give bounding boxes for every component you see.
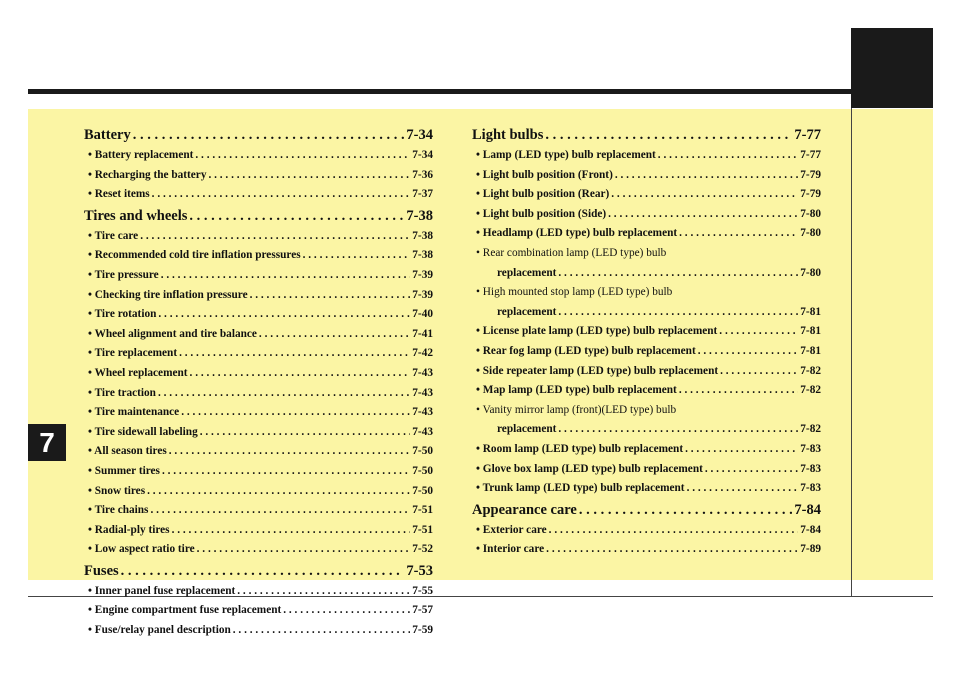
toc-page-number: 7-83 <box>800 462 821 475</box>
toc-item[interactable] <box>84 403 433 423</box>
toc-entry-heading[interactable]: • Rear combination lamp (LED type) bulb <box>476 246 667 259</box>
toc-entry-label: • Tire pressure <box>88 268 159 281</box>
toc-item[interactable] <box>84 344 433 364</box>
dot-leader <box>259 325 410 345</box>
toc-entry-label: Light bulbs <box>472 127 544 143</box>
dot-leader <box>615 166 798 186</box>
toc-item[interactable] <box>84 621 433 641</box>
dot-leader <box>558 420 798 440</box>
toc-page-number: 7-59 <box>412 624 433 637</box>
toc-section[interactable] <box>472 124 821 146</box>
toc-item[interactable] <box>84 462 433 482</box>
dot-leader <box>152 185 411 205</box>
toc-item[interactable] <box>472 205 821 225</box>
dot-leader <box>133 124 405 146</box>
toc-entry-label: • Fuse/relay panel description <box>88 624 231 637</box>
toc-entry-label: • Trunk lamp (LED type) bulb replacement <box>476 482 685 495</box>
dot-leader <box>161 266 411 286</box>
toc-page-number: 7-43 <box>412 366 433 379</box>
toc-page-number: 7-84 <box>800 523 821 536</box>
dot-leader <box>169 442 411 462</box>
toc-item[interactable] <box>84 364 433 384</box>
toc-page-number: 7-42 <box>412 347 433 360</box>
toc-page-number: 7-81 <box>800 344 821 357</box>
toc-left-column <box>84 124 433 641</box>
toc-item[interactable] <box>84 286 433 306</box>
toc-page-number: 7-39 <box>412 268 433 281</box>
toc-item[interactable] <box>84 246 433 266</box>
toc-item[interactable] <box>84 305 433 325</box>
dot-leader <box>158 384 410 404</box>
dot-leader <box>720 362 798 382</box>
dot-leader <box>679 224 798 244</box>
toc-page-number: 7-50 <box>412 464 433 477</box>
dot-leader <box>233 621 411 641</box>
dot-leader <box>150 501 410 521</box>
toc-page-number: 7-57 <box>412 604 433 617</box>
toc-page-number: 7-36 <box>412 168 433 181</box>
toc-page-number: 7-50 <box>412 484 433 497</box>
toc-item[interactable] <box>84 227 433 247</box>
dot-leader <box>549 521 799 541</box>
toc-page-number: 7-41 <box>412 327 433 340</box>
dot-leader <box>179 344 410 364</box>
toc-page-number: 7-51 <box>412 504 433 517</box>
dot-leader <box>687 479 799 499</box>
toc-item[interactable] <box>472 521 821 541</box>
toc-item[interactable] <box>472 166 821 186</box>
dot-leader <box>162 462 410 482</box>
toc-page-number: 7-39 <box>412 288 433 301</box>
toc-item[interactable] <box>84 521 433 541</box>
toc-entry-label: Fuses <box>84 562 119 579</box>
toc-entry-label: • Inner panel fuse replacement <box>88 584 236 597</box>
toc-item[interactable] <box>472 146 821 166</box>
toc-entry-label: • Tire traction <box>88 386 156 399</box>
dot-leader <box>147 482 410 502</box>
toc-page-number: 7-50 <box>412 445 433 458</box>
toc-page-number: 7-77 <box>794 127 821 143</box>
toc-entry-label: • Engine compartment fuse replacement <box>88 604 282 617</box>
toc-item[interactable] <box>472 264 821 284</box>
toc-entry-label: • Light bulb position (Rear) <box>476 188 610 201</box>
toc-page-number: 7-82 <box>800 384 821 397</box>
dot-leader <box>200 423 411 443</box>
dot-leader <box>195 146 410 166</box>
toc-entry-label: Appearance care <box>472 501 577 518</box>
toc-page-number: 7-80 <box>800 227 821 240</box>
top-rule <box>28 89 851 94</box>
toc-entry-label: • Tire rotation <box>88 308 157 321</box>
toc-entry-label: • Tire chains <box>88 504 149 517</box>
toc-section[interactable] <box>84 124 433 146</box>
toc-item[interactable] <box>84 501 433 521</box>
toc-item[interactable] <box>472 540 821 560</box>
dot-leader <box>237 582 410 602</box>
toc-page-number: 7-82 <box>800 364 821 377</box>
dot-leader <box>705 460 798 480</box>
dot-leader <box>197 540 411 560</box>
dot-leader <box>181 403 410 423</box>
toc-entry-heading[interactable]: • High mounted stop lamp (LED type) bulb <box>476 286 673 299</box>
toc-entry-label: • Room lamp (LED type) bulb replacement <box>476 442 684 455</box>
toc-entry-label: • Lamp (LED type) bulb replacement <box>476 149 656 161</box>
toc-section[interactable] <box>84 205 433 227</box>
toc-entry-label: • Wheel alignment and tire balance <box>88 327 257 340</box>
toc-item[interactable] <box>84 442 433 462</box>
toc-entry-label: replacement <box>497 305 557 318</box>
toc-entry-label: • License plate lamp (LED type) bulb replacement <box>476 325 718 338</box>
toc-page-number: 7-84 <box>794 501 821 518</box>
toc-entry-label: • Wheel replacement <box>88 366 188 379</box>
toc-item[interactable] <box>472 185 821 205</box>
dot-leader <box>172 521 411 541</box>
toc-item[interactable] <box>472 420 821 440</box>
toc-page-number: 7-83 <box>800 482 821 495</box>
dot-leader <box>283 601 410 621</box>
toc-entry-heading[interactable]: • Vanity mirror lamp (front)(LED type) bulb <box>476 403 677 416</box>
toc-item[interactable] <box>84 146 433 166</box>
toc-item[interactable] <box>472 303 821 323</box>
toc-entry-label: • Glove box lamp (LED type) bulb replacement <box>476 462 703 475</box>
toc-item[interactable] <box>84 482 433 502</box>
toc-page-number: 7-53 <box>406 562 433 579</box>
toc-page-number: 7-83 <box>800 442 821 455</box>
toc-entry-label: • Exterior care <box>476 523 547 536</box>
toc-entry-label: • Tire care <box>88 229 139 242</box>
toc-entry-label: • Snow tires <box>88 484 146 497</box>
toc-entry-label: • Checking tire inflation pressure <box>88 288 248 301</box>
toc-page-number: 7-79 <box>800 188 821 201</box>
dot-leader <box>158 305 410 325</box>
dot-leader <box>579 499 793 521</box>
toc-entry-label: • Radial-ply tires <box>88 523 170 536</box>
dot-leader <box>250 286 411 306</box>
dot-leader <box>719 322 798 342</box>
toc-page-number: 7-55 <box>412 584 433 597</box>
toc-entry-label: • Light bulb position (Front) <box>476 168 613 181</box>
toc-page-number: 7-52 <box>412 543 433 556</box>
toc-item[interactable] <box>472 224 821 244</box>
toc-entry-label: • Recharging the battery <box>88 168 207 181</box>
toc-item[interactable] <box>84 601 433 621</box>
chapter-tab-block <box>851 28 933 108</box>
toc-page-number: 7-81 <box>800 305 821 318</box>
dot-leader <box>546 540 798 560</box>
toc-page-number: 7-34 <box>412 149 433 161</box>
toc-item[interactable] <box>84 582 433 602</box>
toc-page-number: 7-82 <box>800 423 821 436</box>
toc-entry-label: • Light bulb position (Side) <box>476 207 607 220</box>
toc-page-number: 7-51 <box>412 523 433 536</box>
toc-page-number: 7-34 <box>406 127 433 143</box>
toc-page-number: 7-43 <box>412 386 433 399</box>
dot-leader <box>611 185 798 205</box>
toc-item[interactable] <box>84 325 433 345</box>
toc-item[interactable] <box>472 440 821 460</box>
dot-leader <box>303 246 411 266</box>
toc-item[interactable] <box>472 322 821 342</box>
toc-page-number: 7-43 <box>412 406 433 419</box>
chapter-number-badge: 7 <box>28 424 66 461</box>
toc-entry-label: • Side repeater lamp (LED type) bulb replacement <box>476 364 719 377</box>
toc-entry-label: • Tire sidewall labeling <box>88 425 198 438</box>
toc-entry-label: • Low aspect ratio tire <box>88 543 195 556</box>
toc-entry-label: • Headlamp (LED type) bulb replacement <box>476 227 678 240</box>
toc-page-number: 7-38 <box>412 229 433 242</box>
dot-leader <box>658 146 798 166</box>
dot-leader <box>140 227 410 247</box>
dot-leader <box>189 205 404 227</box>
toc-item[interactable] <box>84 185 433 205</box>
toc-entry-label: Battery <box>84 127 131 143</box>
dot-leader <box>190 364 411 384</box>
dot-leader <box>685 440 798 460</box>
dot-leader <box>608 205 798 225</box>
toc-entry-label: • Reset items <box>88 188 150 201</box>
dot-leader <box>121 560 405 582</box>
toc-item[interactable] <box>472 342 821 362</box>
toc-item[interactable] <box>472 362 821 382</box>
toc-section[interactable] <box>84 560 433 582</box>
toc-item[interactable] <box>472 460 821 480</box>
toc-entry-label: • Tire maintenance <box>88 406 180 419</box>
toc-entry-label: Tires and wheels <box>84 207 188 224</box>
toc-page-number: 7-80 <box>800 207 821 220</box>
toc-entry-label: • Battery replacement <box>88 149 194 161</box>
toc-page-number: 7-38 <box>406 207 433 224</box>
dot-leader <box>208 166 410 186</box>
toc-item[interactable] <box>472 381 821 401</box>
toc-entry-label: • Tire replacement <box>88 347 178 360</box>
toc-page-number: 7-43 <box>412 425 433 438</box>
dot-leader <box>558 264 798 284</box>
toc-entry-label: • Rear fog lamp (LED type) bulb replacement <box>476 344 696 357</box>
dot-leader <box>545 124 792 146</box>
toc-page-number: 7-81 <box>800 325 821 338</box>
toc-item[interactable] <box>472 479 821 499</box>
margin-divider <box>851 108 852 596</box>
toc-entry-label: replacement <box>497 266 557 279</box>
toc-item[interactable] <box>84 266 433 286</box>
toc-entry-label: • Interior care <box>476 543 545 556</box>
toc-right-column <box>472 124 821 560</box>
toc-item[interactable] <box>84 540 433 560</box>
toc-entry-label: replacement <box>497 423 557 436</box>
toc-item[interactable] <box>84 384 433 404</box>
toc-entry-label: • Summer tires <box>88 464 160 477</box>
toc-page-number: 7-89 <box>800 543 821 556</box>
toc-entry-label: • All season tires <box>88 445 167 458</box>
toc-item[interactable] <box>84 166 433 186</box>
toc-page-number: 7-38 <box>412 249 433 262</box>
toc-page-number: 7-37 <box>412 188 433 201</box>
toc-section[interactable] <box>472 499 821 521</box>
toc-page-number: 7-77 <box>800 149 821 161</box>
toc-page-number: 7-79 <box>800 168 821 181</box>
toc-entry-label: • Recommended cold tire inflation pressures <box>88 249 301 262</box>
toc-page-number: 7-40 <box>412 308 433 321</box>
toc-entry-label: • Map lamp (LED type) bulb replacement <box>476 384 677 397</box>
dot-leader <box>679 381 798 401</box>
toc-item[interactable] <box>84 423 433 443</box>
dot-leader <box>698 342 799 362</box>
dot-leader <box>558 303 798 323</box>
toc-page-number: 7-80 <box>800 266 821 279</box>
